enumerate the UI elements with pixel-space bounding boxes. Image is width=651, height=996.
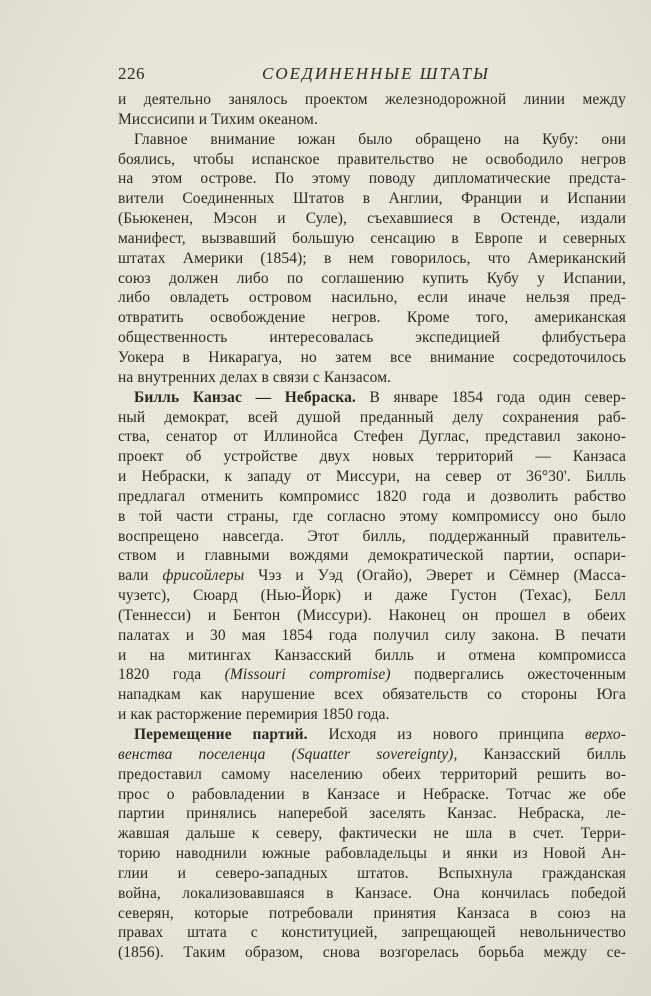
text-line: жавшая дальше к северу, фактически не шла в счет. Терри- [118, 825, 626, 843]
text-line: ный демократ, всей душой преданный делу сохранения раб- [118, 408, 626, 426]
text-line: на этом острове. По этому поводу дипломатические предста- [118, 170, 626, 188]
text-line: (1856). Таким образом, снова возгорелась борьба между се- [118, 944, 626, 962]
text-line: (Теннесси) и Бентон (Миссури). Наконец он прошел в обеих [118, 606, 626, 624]
text-line: торию наводнили южные рабовладельцы и янки из Новой Ан- [118, 845, 626, 863]
italic-term: верхо- [584, 726, 626, 743]
text-line: Билль Канзас — Небраска. В январе 1854 года один север- [134, 388, 626, 406]
text-line: союз должен либо по соглашению купить Кубу у Испании, [118, 269, 626, 287]
text-line: война, локализовавшаяся в Канзасе. Она кончилась победой [118, 884, 626, 902]
page-number: 226 [118, 64, 145, 83]
text-line: боялись, чтобы испанское правительство не освободило негров [118, 150, 626, 168]
text-line: штатах Америки (1854); в нем говорилось, что Американский [118, 249, 626, 267]
text-line: проект об устройстве двух новых территорий — Канзаса [118, 448, 626, 466]
paragraph [118, 725, 626, 963]
text-line: общественность интересовалась экспедицией флибустьера [118, 329, 626, 347]
text-line: Главное внимание южан было обращено на Кубу: они [134, 130, 626, 148]
text-line: нападкам как нарушение всех обязательств со стороны Юга [118, 686, 626, 704]
text-line: предоставил самому населению обеих территорий решить во- [118, 765, 626, 783]
text-line: предлагал отменить компромисс 1820 года и дозволить рабство [118, 487, 626, 505]
text-line: манифест, вызвавший большую сенсацию в Европе и северных [118, 229, 626, 247]
running-title: СОЕДИНЕННЫЕ ШТАТЫ [262, 64, 490, 83]
text-line: Перемещение партий. Исходя из нового принципа верхо- [134, 726, 626, 743]
text-line: либо овладеть островом насильно, если иначе нельзя пред- [118, 289, 626, 307]
text-line: Миссисипи и Тихим океаном. [118, 110, 318, 128]
section-heading: Перемещение партий. [134, 726, 308, 743]
paragraph [118, 388, 626, 725]
text-line: палатах и 30 мая 1854 года получил силу закона. В печати [118, 626, 626, 644]
text-line: Уокера в Никарагуа, но затем все внимание сосредоточилось [118, 348, 626, 366]
italic-term: фрисойлеры [162, 567, 245, 585]
text-line: и Небраски, к западу от Миссури, на север от 36°30'. Билль [118, 468, 626, 486]
section-heading: Билль Канзас — Небраска. [134, 388, 356, 406]
text-line: в той части страны, где согласно этому компромиссу оно было [118, 507, 626, 525]
text-line: 1820 года (Missouri compromise) подвергались ожесточенным [118, 666, 626, 684]
text-line: северян, которые потребовали принятия Канзаса в союз на [118, 904, 626, 922]
text-line: (Бьюкенен, Мэсон и Суле), съехавшиеся в Остенде, издали [118, 210, 626, 228]
italic-term: венства поселенца (Squatter sovereignty), [118, 745, 458, 763]
text-line: правах штата с конституцией, запрещающей невольничество [118, 924, 626, 942]
body-text [118, 90, 626, 963]
text-line: прос о рабовладении в Канзасе и Небраске. Тотчас же обе [118, 785, 626, 803]
paragraph [118, 130, 626, 388]
text-line: и на митингах Канзасский билль и отмена компромисса [118, 646, 626, 664]
italic-term: (Missouri compromise) [224, 666, 391, 684]
text-line: ством и главными вождями демократической партии, оспари- [118, 547, 626, 565]
text-line: глии и северо-западных штатов. Вспыхнула гражданская [118, 864, 626, 882]
text-line: ства, сенатор от Иллинойса Стефен Дуглас, представил законо- [118, 428, 626, 446]
text-line: чузетс), Сюард (Нью-Йорк) и даже Густон (Техас), Белл [118, 587, 626, 605]
page-header [118, 64, 626, 88]
text-line: венства поселенца (Squatter sovereignty), Канзасский билль [118, 745, 626, 763]
text-line: вители Соединенных Штатов в Англии, Франции и Испании [118, 190, 626, 208]
text-line: на внутренних делах в связи с Канзасом. [118, 368, 392, 386]
text-line: воспрещено навсегда. Этот билль, поддержанный правитель- [118, 527, 626, 545]
paragraph [118, 90, 626, 130]
text-line: и деятельно занялось проектом железнодорожной линии между [118, 91, 626, 108]
text-line: вали фрисойлеры Чэз и Уэд (Огайо), Эверет и Сёмнер (Масса- [118, 567, 626, 585]
text-line: и как расторжение перемирия 1850 года. [118, 706, 390, 724]
text-line: отвратить освобождение негров. Кроме того, американская [118, 309, 626, 327]
text-line: партии принялись наперебой заселять Канзас. Небраска, ле- [118, 805, 626, 823]
